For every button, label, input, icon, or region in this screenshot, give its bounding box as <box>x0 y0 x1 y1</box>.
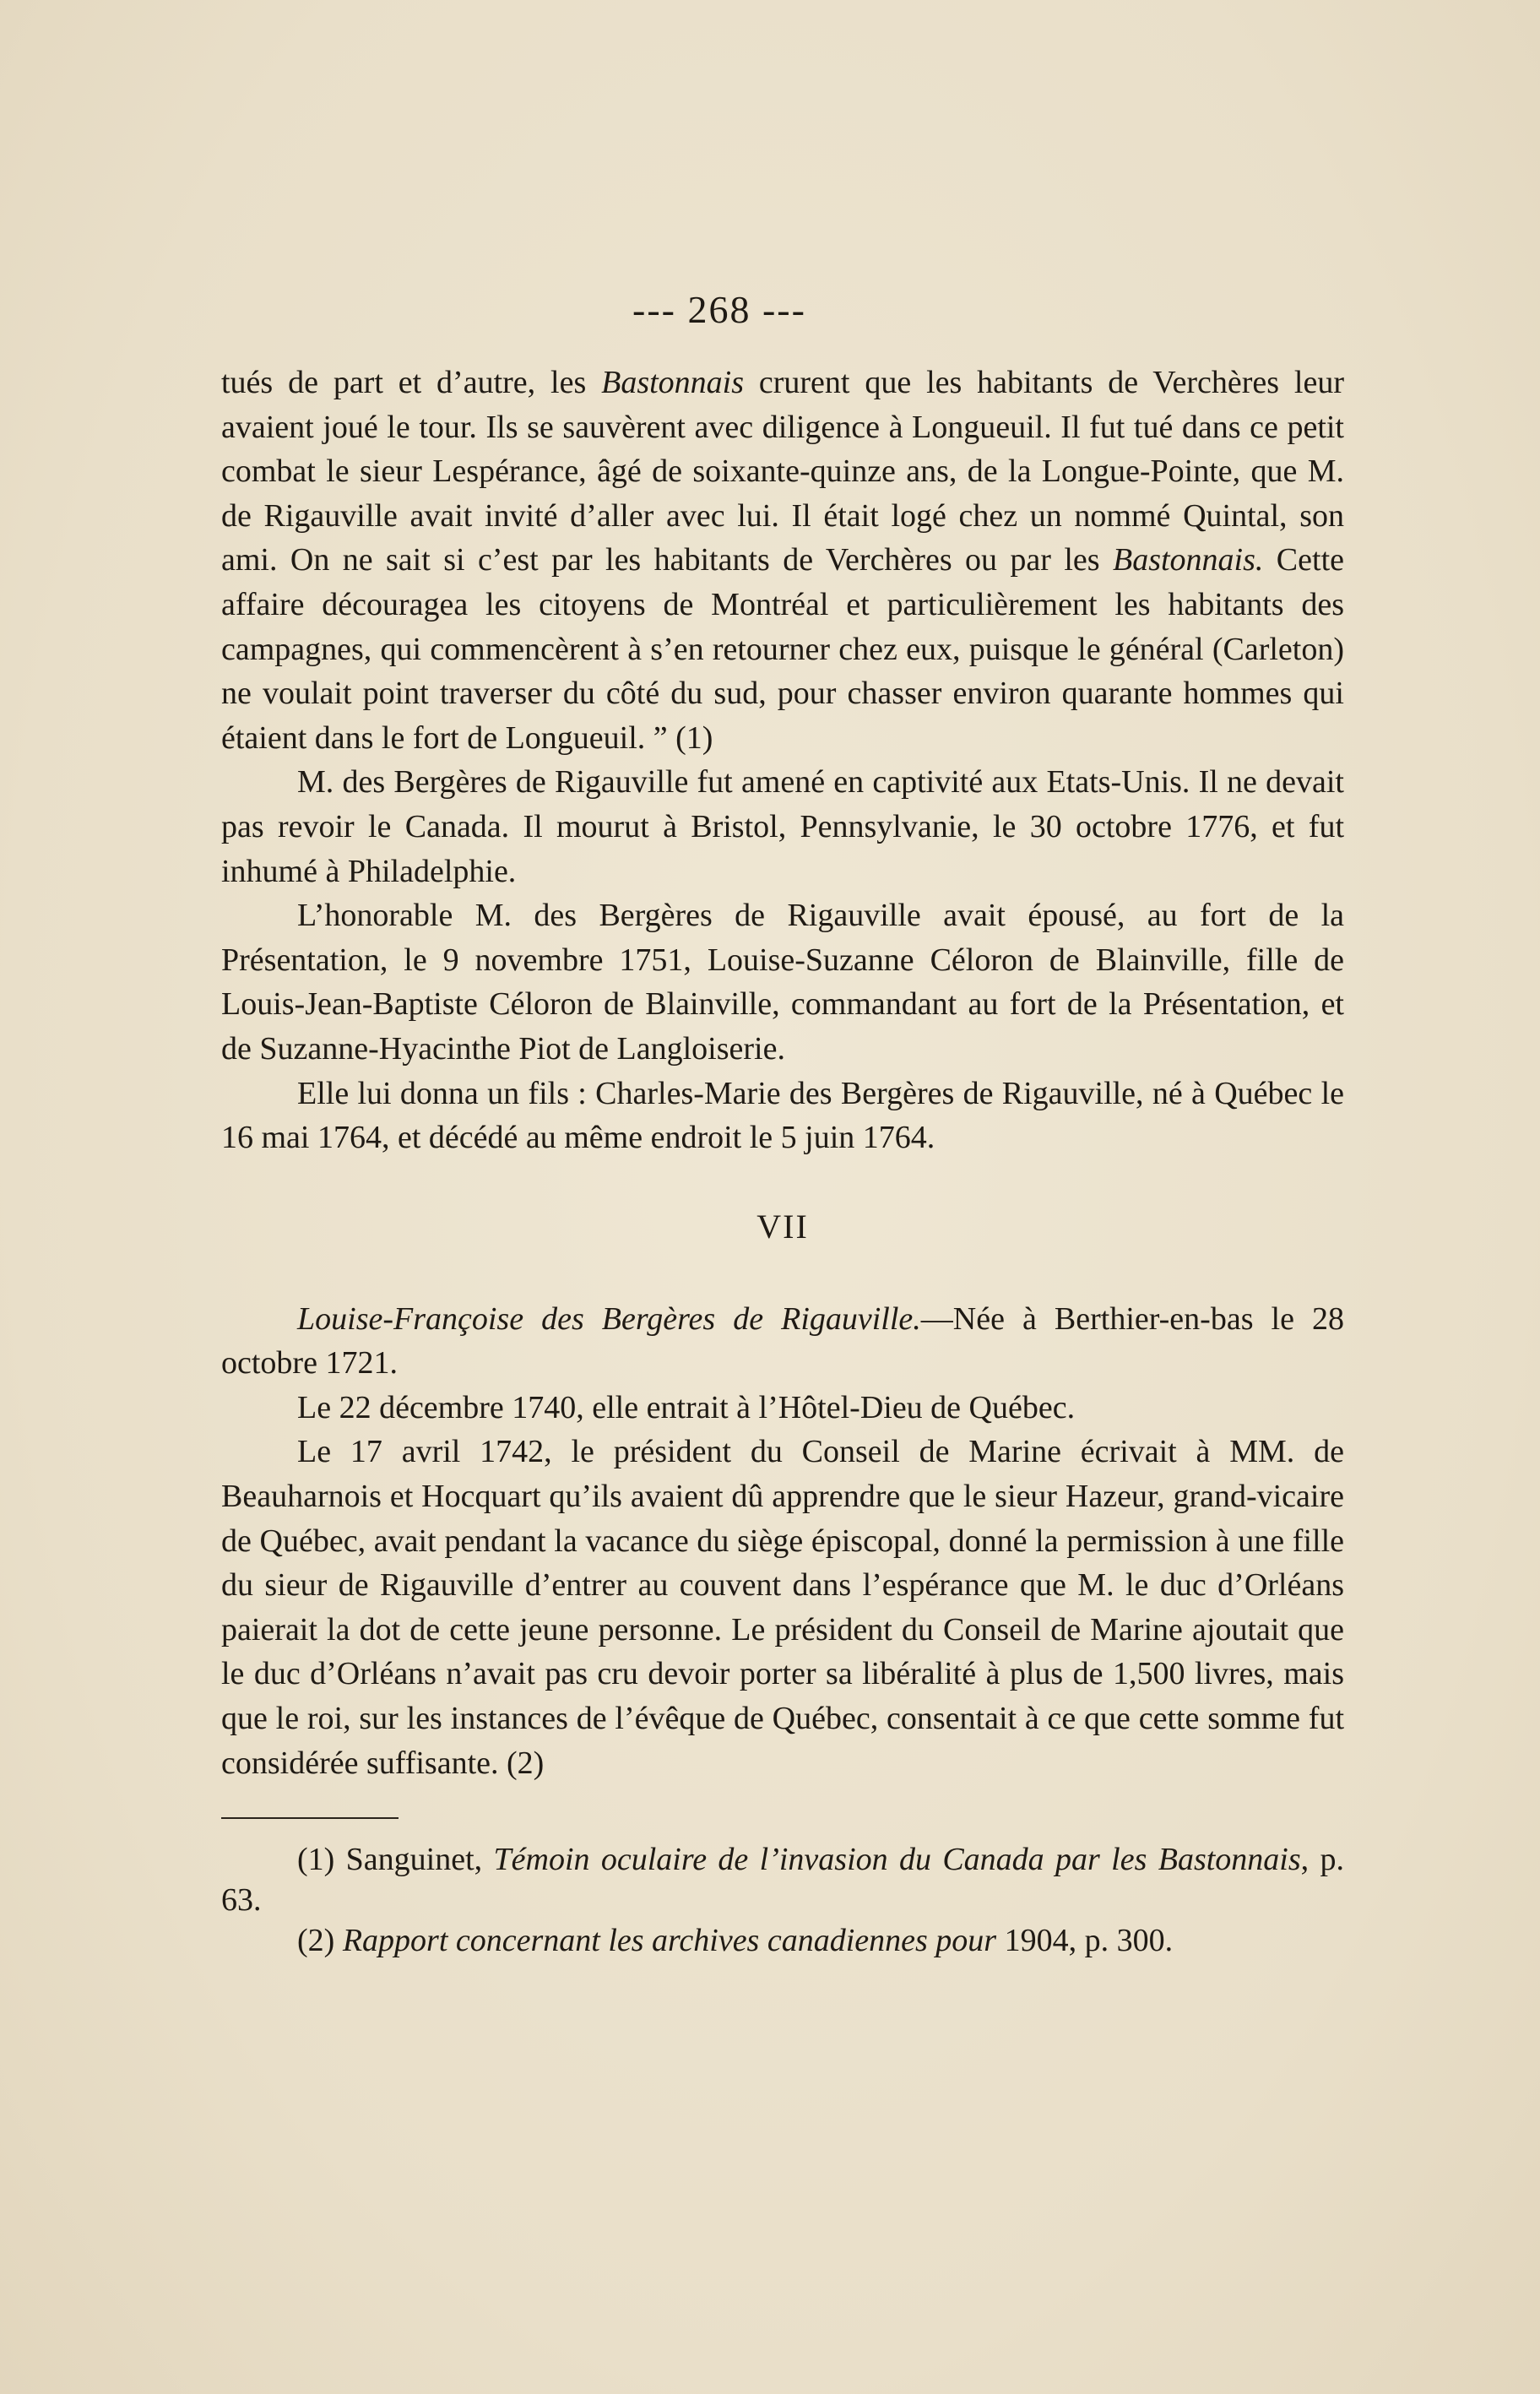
paragraph <box>221 1430 1344 1785</box>
text-run: Cette affaire découragea les citoyens de Montréal et particulièrement les habitants des campagnes, qui commencèrent à s’en retourner chez eux, puisque le général (Carleton) ne voulait point traverser du côté du sud, pour chasser environ quarante hommes qui étaient dans le fort de Longueuil. ” (1) <box>221 542 1344 756</box>
paragraph <box>221 1386 1344 1430</box>
italic-text: Louise-Françoise des Bergères de Rigauville. <box>297 1300 921 1337</box>
section-body <box>221 1297 1344 1786</box>
text-run: —Née à Berthier-en-bas le 28 octobre 1721. <box>221 1300 1344 1382</box>
footnotes <box>221 1839 1344 1961</box>
footnote <box>221 1920 1344 1961</box>
italic-text: Bastonnais <box>601 365 745 400</box>
text-run: (2) <box>297 1923 343 1959</box>
text-run: M. des Bergères de Rigauville fut amené en captivité aux Etats-Unis. Il ne devait pas revoir le Canada. Il mourut à Bristol, Pennsylvanie, le 30 octobre 1776, et fut inhumé à Philadelphie. <box>221 764 1344 889</box>
text-block <box>221 287 1344 1961</box>
paragraph <box>221 1072 1344 1160</box>
section-heading: VII <box>756 1207 809 1246</box>
text-run: 1904, p. 300. <box>996 1923 1174 1959</box>
text-run: Le 22 décembre 1740, elle entrait à l’Hôtel-Dieu de Québec. <box>297 1389 1076 1425</box>
text-run: , p. 63. <box>221 1842 1344 1919</box>
italic-text: Rapport concernant les archives canadiennes pour <box>342 1923 997 1959</box>
text-run: Elle lui donna un fils : Charles-Marie des Bergères de Rigauville, né à Québec le 16 mai 1764, et décédé au même endroit le 5 juin 1764. <box>221 1075 1344 1156</box>
text-run: L’honorable M. des Bergères de Rigauville avait épousé, au fort de la Présentation, le 9 novembre 1751, Louise-Suzanne Céloron de Blainville, fille de Louis-Jean-Baptiste Céloron de Blainville, commandant au fort de la Présentation, et de Suzanne-Hyacinthe Piot de Langloiserie. <box>221 898 1344 1067</box>
footnote <box>221 1839 1344 1920</box>
italic-text: Témoin oculaire de l’invasion du Canada par les Bastonnais <box>493 1842 1301 1878</box>
text-run: (1) Sanguinet, <box>297 1842 494 1878</box>
text-run: crurent que les habitants de Verchères leur avaient joué le tour. Ils se sauvèrent avec diligence à Longueuil. Il fut tué dans ce petit combat le sieur Lespérance, âgé de soixante-quinze ans, de la Longue-Pointe, que M. de Rigauville avait invité d’aller avec lui. Il était logé chez un nommé Quintal, son ami. On ne sait si c’est par les habitants de Verchères ou par les <box>221 365 1345 578</box>
italic-text: Bastonnais. <box>1112 542 1264 578</box>
page-number: --- 268 --- <box>632 288 806 331</box>
paragraph <box>221 893 1344 1071</box>
text-run: tués de part et d’autre, les <box>221 365 602 400</box>
main-body <box>221 361 1344 1160</box>
footnote-divider <box>221 1817 399 1819</box>
text-run: Le 17 avril 1742, le président du Conseil de Marine écrivait à MM. de Beauharnois et Hocquart qu’ils avaient dû apprendre que le sieur Hazeur, grand-vicaire de Québec, avait pendant la vacance du siège épiscopal, donné la permission à une fille du sieur de Rigauville d’entrer au couvent dans l’espérance que M. le duc d’Orléans paierait la dot de cette jeune personne. Le président du Conseil de Marine ajoutait que le duc d’Orléans n’avait pas cru devoir porter sa libéralité à plus de 1,500 livres, mais que le roi, sur les instances de l’évêque de Québec, consentait à ce que cette somme fut considérée suffisante. (2) <box>221 1434 1344 1781</box>
paragraph <box>221 760 1344 893</box>
paragraph <box>221 1297 1344 1386</box>
paragraph <box>221 361 1344 760</box>
